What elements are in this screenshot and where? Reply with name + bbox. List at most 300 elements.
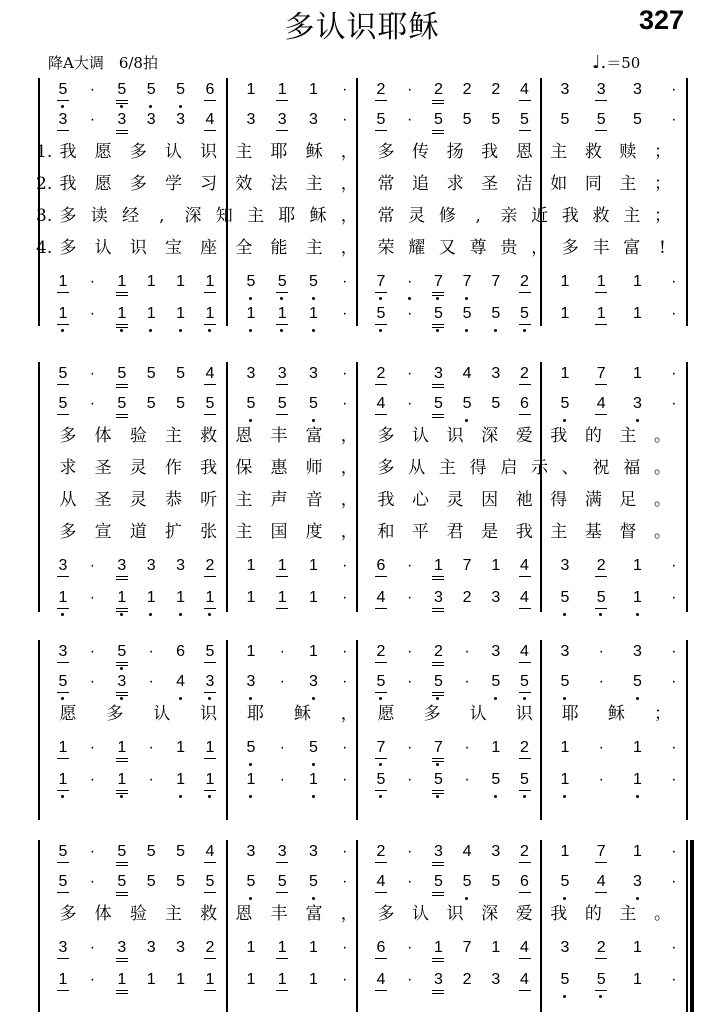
octave-dot-below <box>599 613 602 616</box>
beam-underline <box>204 662 216 663</box>
part-3-notes <box>0 938 724 966</box>
lyric-char: 。 <box>653 458 671 478</box>
beam-underline <box>595 414 607 415</box>
note-3: 3 <box>633 643 642 660</box>
note-3: 3 <box>115 556 129 576</box>
beam-underline <box>116 327 128 328</box>
beam-underline <box>204 414 216 415</box>
beam-underline <box>432 862 444 863</box>
note-5: 5 <box>244 272 258 292</box>
note-5: 5 <box>115 364 129 384</box>
lyric-char: 祂 <box>515 490 533 510</box>
note-1: 1 <box>246 557 256 574</box>
lyric-char: 恩 <box>235 904 253 924</box>
lyric-char: 张 <box>200 522 218 542</box>
note-5: 5 <box>176 873 186 890</box>
octave-dot-below <box>465 329 468 332</box>
beam-underline <box>204 862 216 863</box>
beam-underline <box>276 958 288 959</box>
note-1: 1 <box>174 588 188 608</box>
lyric-char: ， <box>340 522 358 542</box>
note-5: 5 <box>307 394 321 414</box>
augmentation-dot: · <box>342 365 348 382</box>
beam-underline <box>57 130 69 131</box>
note-5: 5 <box>146 365 156 382</box>
octave-dot-below <box>563 419 566 422</box>
beam-underline <box>375 384 387 385</box>
lyric-char: 习 <box>200 174 218 194</box>
beam-underline <box>519 862 531 863</box>
beam-underline <box>432 761 444 762</box>
beam-underline <box>116 662 128 663</box>
lyric-char: 尊 <box>469 238 487 258</box>
note-3: 3 <box>491 365 501 382</box>
lyric-char: 富 <box>623 238 641 258</box>
beam-underline <box>276 576 288 577</box>
note-5: 5 <box>146 843 156 860</box>
augmentation-dot: · <box>598 673 604 690</box>
lyric-char: 主 <box>619 174 637 194</box>
augmentation-dot: · <box>342 589 348 606</box>
octave-dot-below <box>379 795 382 798</box>
part-2-notes <box>0 672 724 700</box>
lyric-char: 多 <box>59 426 77 446</box>
lyrics-line-1 <box>0 424 724 452</box>
lyric-char: 耶 <box>561 704 579 724</box>
octave-dot-below <box>312 297 315 300</box>
note-7: 7 <box>460 272 474 292</box>
beam-underline <box>375 990 387 991</box>
lyric-char: 多 <box>129 174 147 194</box>
beam-underline <box>519 324 531 325</box>
beam-underline <box>519 414 531 415</box>
note-1: 1 <box>275 938 289 958</box>
augmentation-dot: · <box>671 305 677 322</box>
beam-underline <box>116 793 128 794</box>
beam-underline <box>519 384 531 385</box>
lyric-char: 深 <box>184 206 202 226</box>
note-1: 1 <box>246 971 256 988</box>
beam-underline <box>595 862 607 863</box>
note-1: 1 <box>560 843 570 860</box>
lyric-char: 常 <box>377 206 395 226</box>
note-1: 1 <box>491 939 501 956</box>
augmentation-dot: · <box>407 305 413 322</box>
octave-dot-below <box>120 795 123 798</box>
lyric-char: 愿 <box>94 174 112 194</box>
note-5: 5 <box>307 738 321 758</box>
beam-underline <box>276 292 288 293</box>
beam-underline <box>116 133 128 134</box>
lyric-char: 识 <box>200 142 218 162</box>
note-2: 2 <box>203 556 217 576</box>
lyric-char: 主 <box>247 206 265 226</box>
lyric-char: 多 <box>59 904 77 924</box>
beam-underline <box>519 990 531 991</box>
beam-underline <box>519 100 531 101</box>
octave-dot-below <box>436 697 439 700</box>
lyric-char: 主 <box>305 238 323 258</box>
octave-dot-below <box>179 795 182 798</box>
augmentation-dot: · <box>279 643 285 660</box>
lyric-char: 丰 <box>270 904 288 924</box>
note-2: 2 <box>374 642 388 662</box>
lyrics-line-1 <box>0 140 724 168</box>
beam-underline <box>204 958 216 959</box>
note-5: 5 <box>594 110 608 130</box>
beam-underline <box>375 692 387 693</box>
octave-dot-below <box>249 795 252 798</box>
note-5: 5 <box>491 873 501 890</box>
augmentation-dot: · <box>598 643 604 660</box>
augmentation-dot: · <box>89 111 96 128</box>
note-1: 1 <box>174 304 188 324</box>
octave-dot-below <box>61 697 64 700</box>
note-3: 3 <box>246 843 256 860</box>
note-1: 1 <box>275 556 289 576</box>
note-4: 4 <box>374 872 388 892</box>
lyric-char: 的 <box>584 904 602 924</box>
note-1: 1 <box>560 739 570 756</box>
augmentation-dot: · <box>671 643 677 660</box>
octave-dot-below <box>465 897 468 900</box>
note-7: 7 <box>462 939 472 956</box>
note-3: 3 <box>431 842 445 862</box>
augmentation-dot: · <box>671 365 677 382</box>
octave-dot-below <box>494 697 497 700</box>
note-1: 1 <box>594 272 608 292</box>
note-4: 4 <box>518 80 532 100</box>
beam-underline <box>276 384 288 385</box>
augmentation-dot: · <box>464 673 470 690</box>
part-2-notes <box>0 394 724 422</box>
note-1: 1 <box>275 970 289 990</box>
note-4: 4 <box>203 110 217 130</box>
note-5: 5 <box>275 272 289 292</box>
note-1: 1 <box>203 970 217 990</box>
note-1: 1 <box>115 272 129 292</box>
beam-underline <box>57 100 69 101</box>
beam-underline <box>519 292 531 293</box>
note-1: 1 <box>631 770 645 790</box>
note-5: 5 <box>431 672 445 692</box>
lyric-char: 认 <box>412 904 430 924</box>
lyric-char: 又 <box>438 238 456 258</box>
lyric-char: 我 <box>200 458 218 478</box>
augmentation-dot: · <box>342 273 348 290</box>
lyric-char: 认 <box>153 704 171 724</box>
octave-dot-below <box>208 613 211 616</box>
note-1: 1 <box>309 939 318 956</box>
octave-dot-below <box>249 297 252 300</box>
beam-underline <box>432 579 444 580</box>
lyric-char: 荣 <box>377 238 395 258</box>
note-1: 1 <box>309 643 318 660</box>
lyric-char: 我 <box>481 142 499 162</box>
beam-underline <box>595 608 607 609</box>
augmentation-dot: · <box>89 589 96 606</box>
note-3: 3 <box>146 939 156 956</box>
lyric-char: 识 <box>446 426 464 446</box>
score-system-3 <box>0 640 724 820</box>
hymn-title: 多认识耶稣 <box>284 10 440 45</box>
part-1-notes <box>0 842 724 870</box>
part-1-notes <box>0 364 724 392</box>
note-5: 5 <box>144 80 158 100</box>
note-3: 3 <box>309 365 318 382</box>
lyric-char: 宝 <box>164 238 182 258</box>
note-2: 2 <box>462 971 472 988</box>
lyric-char: 耶 <box>270 142 288 162</box>
lyric-char: 因 <box>481 490 499 510</box>
beam-underline <box>57 414 69 415</box>
note-1: 1 <box>309 589 318 606</box>
beam-underline <box>57 862 69 863</box>
lyric-char: 座 <box>200 238 218 258</box>
note-1: 1 <box>275 304 289 324</box>
beam-underline <box>116 790 128 791</box>
augmentation-dot: · <box>342 843 348 860</box>
beam-underline <box>432 414 444 415</box>
beam-underline <box>116 695 128 696</box>
octave-dot-below <box>149 613 152 616</box>
beam-underline <box>116 761 128 762</box>
octave-dot-below <box>61 613 64 616</box>
note-3: 3 <box>560 939 570 956</box>
note-5: 5 <box>431 770 445 790</box>
augmentation-dot: · <box>671 273 677 290</box>
beam-underline <box>57 790 69 791</box>
augmentation-dot: · <box>342 557 348 574</box>
score-system-2 <box>0 362 724 612</box>
beam-underline <box>519 790 531 791</box>
note-1: 1 <box>633 939 642 956</box>
part-2-notes <box>0 110 724 138</box>
octave-dot-below <box>563 697 566 700</box>
lyric-char: 丰 <box>270 426 288 446</box>
lyric-char: 保 <box>235 458 253 478</box>
score-system-1 <box>0 78 724 326</box>
note-5: 5 <box>115 80 129 100</box>
beam-underline <box>57 990 69 991</box>
augmentation-dot: · <box>342 643 348 660</box>
beam-underline <box>116 324 128 325</box>
lyric-char: 示 <box>531 458 549 478</box>
note-3: 3 <box>309 843 318 860</box>
note-3: 3 <box>275 364 289 384</box>
note-4: 4 <box>462 365 472 382</box>
note-5: 5 <box>56 872 70 892</box>
beam-underline <box>432 758 444 759</box>
lyric-char: 主 <box>164 426 182 446</box>
beam-underline <box>432 384 444 385</box>
note-4: 4 <box>594 394 608 414</box>
beam-underline <box>595 384 607 385</box>
beam-underline <box>432 130 444 131</box>
note-3: 3 <box>203 672 217 692</box>
beam-underline <box>116 892 128 893</box>
note-5: 5 <box>244 394 258 414</box>
part-4-notes <box>0 770 724 798</box>
note-2: 2 <box>462 81 472 98</box>
note-5: 5 <box>374 110 388 130</box>
augmentation-dot: · <box>407 81 413 98</box>
octave-dot-below <box>120 697 123 700</box>
augmentation-dot: · <box>671 673 677 690</box>
note-1: 1 <box>176 971 186 988</box>
lyric-char: 平 <box>412 522 430 542</box>
beam-underline <box>116 758 128 759</box>
lyric-char: 是 <box>481 522 499 542</box>
note-7: 7 <box>374 272 388 292</box>
beam-underline <box>432 576 444 577</box>
beam-underline <box>116 292 128 293</box>
note-3: 3 <box>146 557 156 574</box>
note-1: 1 <box>275 588 289 608</box>
lyric-char: 主 <box>438 458 456 478</box>
note-1: 1 <box>203 588 217 608</box>
note-1: 1 <box>558 770 572 790</box>
note-5: 5 <box>374 770 388 790</box>
note-3: 3 <box>115 672 129 692</box>
note-2: 2 <box>431 642 445 662</box>
note-1: 1 <box>146 273 156 290</box>
note-3: 3 <box>594 80 608 100</box>
octave-dot-below <box>312 329 315 332</box>
octave-dot-below <box>120 613 123 616</box>
octave-dot-below <box>208 795 211 798</box>
beam-underline <box>204 790 216 791</box>
lyric-char: 救 <box>592 206 610 226</box>
lyric-char: ， <box>340 426 358 446</box>
octave-dot-below <box>61 329 64 332</box>
beam-underline <box>57 576 69 577</box>
note-1: 1 <box>203 770 217 790</box>
lyrics-line-1 <box>0 902 724 930</box>
tempo-marking <box>592 52 640 73</box>
lyric-char: 我 <box>515 522 533 542</box>
beam-underline <box>116 414 128 415</box>
note-1: 1 <box>246 643 256 660</box>
beam-underline <box>375 862 387 863</box>
note-6: 6 <box>518 394 532 414</box>
augmentation-dot: · <box>89 305 96 322</box>
beam-underline <box>519 958 531 959</box>
lyric-char: 主 <box>619 426 637 446</box>
octave-dot-below <box>179 613 182 616</box>
lyric-char: ； <box>653 704 671 724</box>
note-5: 5 <box>244 738 258 758</box>
note-5: 5 <box>374 304 388 324</box>
note-7: 7 <box>594 364 608 384</box>
augmentation-dot: · <box>407 771 413 788</box>
octave-dot-below <box>249 697 252 700</box>
octave-dot-below <box>249 763 252 766</box>
note-2: 2 <box>374 364 388 384</box>
beam-underline <box>57 892 69 893</box>
lyric-char: 救 <box>584 142 602 162</box>
octave-dot-below <box>120 667 123 670</box>
augmentation-dot: · <box>671 771 677 788</box>
verse-number: 4. <box>36 238 53 258</box>
beam-underline <box>432 790 444 791</box>
octave-dot-below <box>408 297 411 300</box>
lyric-char: , <box>475 206 481 226</box>
note-5: 5 <box>558 672 572 692</box>
octave-dot-below <box>436 763 439 766</box>
beam-underline <box>57 292 69 293</box>
note-4: 4 <box>518 642 532 662</box>
note-5: 5 <box>203 394 217 414</box>
lyric-char: 恩 <box>515 142 533 162</box>
note-1: 1 <box>631 588 645 608</box>
lyrics-line-3 <box>0 488 724 516</box>
beam-underline <box>204 576 216 577</box>
beam-underline <box>375 662 387 663</box>
note-5: 5 <box>518 672 532 692</box>
note-5: 5 <box>460 872 474 892</box>
lyric-char: 得 <box>469 458 487 478</box>
note-1: 1 <box>115 738 129 758</box>
beam-underline <box>432 295 444 296</box>
lyric-char: 的 <box>584 426 602 446</box>
note-5: 5 <box>489 672 503 692</box>
octave-dot-below <box>249 419 252 422</box>
part-3-notes <box>0 556 724 584</box>
lyric-char: 恩 <box>235 426 253 446</box>
lyric-char: 心 <box>412 490 430 510</box>
lyric-char: 主 <box>235 522 253 542</box>
lyric-char: 圣 <box>94 490 112 510</box>
lyric-char: 学 <box>164 174 182 194</box>
lyric-char: 。 <box>653 426 671 446</box>
octave-dot-below <box>436 297 439 300</box>
lyric-char: 稣 <box>309 206 327 226</box>
augmentation-dot: · <box>407 873 413 890</box>
lyric-char: 追 <box>412 174 430 194</box>
lyric-char: 听 <box>200 490 218 510</box>
lyric-char: 作 <box>164 458 182 478</box>
note-3: 3 <box>246 111 256 128</box>
note-5: 5 <box>203 642 217 662</box>
augmentation-dot: · <box>407 365 413 382</box>
lyric-char: 我 <box>377 490 395 510</box>
beam-underline <box>276 608 288 609</box>
beam-underline <box>204 692 216 693</box>
note-3: 3 <box>491 643 501 660</box>
augmentation-dot: · <box>342 971 348 988</box>
lyric-char: 我 <box>59 174 77 194</box>
beam-underline <box>116 295 128 296</box>
lyric-char: 求 <box>59 458 77 478</box>
note-3: 3 <box>56 938 70 958</box>
augmentation-dot: · <box>407 589 413 606</box>
octave-dot-below <box>494 795 497 798</box>
beam-underline <box>432 892 444 893</box>
beam-underline <box>57 324 69 325</box>
note-6: 6 <box>176 643 186 660</box>
note-1: 1 <box>146 971 156 988</box>
octave-dot-below <box>312 795 315 798</box>
octave-dot-below <box>523 697 526 700</box>
octave-dot-below <box>179 329 182 332</box>
augmentation-dot: · <box>279 771 285 788</box>
note-4: 4 <box>203 842 217 862</box>
octave-dot-below <box>465 297 468 300</box>
note-5: 5 <box>431 394 445 414</box>
note-6: 6 <box>374 556 388 576</box>
note-2: 2 <box>374 80 388 100</box>
